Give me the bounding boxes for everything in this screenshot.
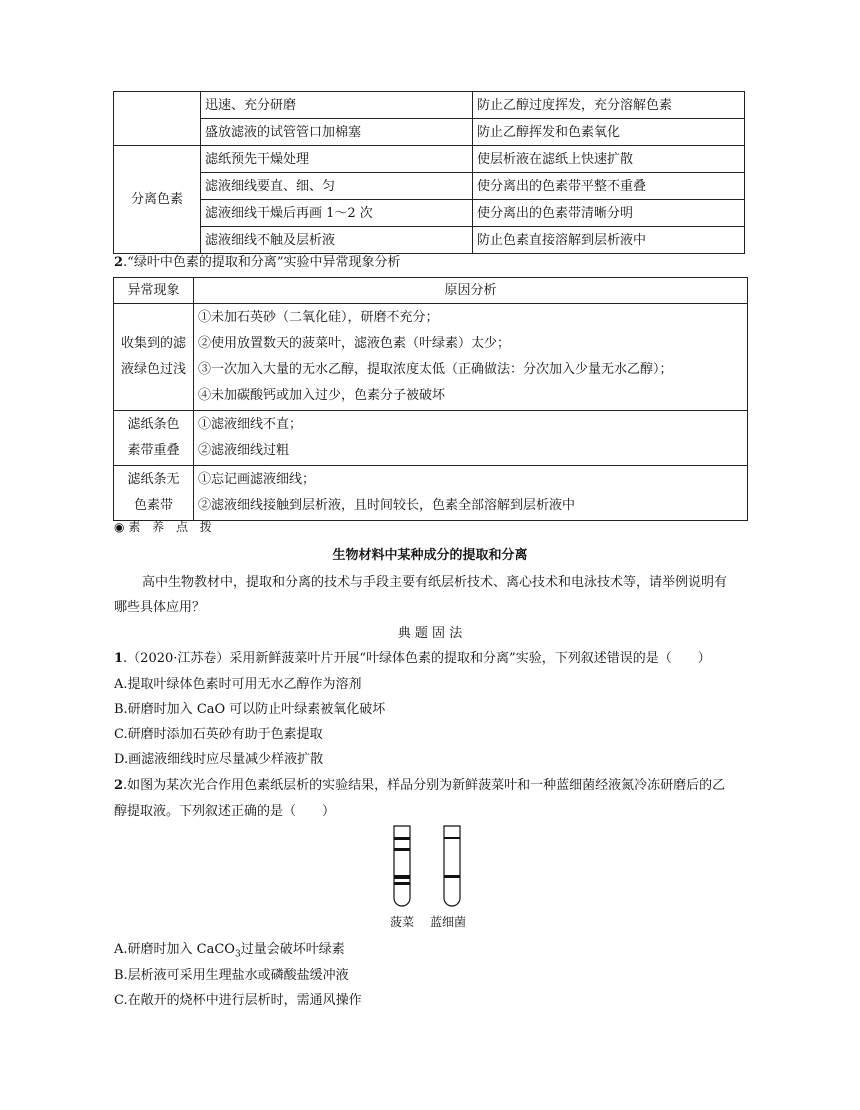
table-anomalies (113, 277, 748, 521)
table-row (114, 466, 748, 521)
table-header-row (114, 278, 748, 304)
spinach-tube (394, 826, 410, 906)
section-heading: 2.“绿叶中色素的提取和分离”实验中异常现象分析 (114, 255, 401, 270)
option-a: A.研磨时加入 CaCO$_3$过量会破坏叶绿素 (114, 942, 345, 960)
option-c: C.在敞开的烧杯中进行层析时，需通风操作 (114, 993, 362, 1008)
tip-heading: ◉ 素 养 点 拨 (114, 520, 216, 534)
table-row (114, 92, 745, 119)
pigment-band (444, 837, 460, 839)
table-row (114, 200, 745, 227)
pigment-band (444, 875, 460, 878)
cause-cell: ①未加石英砂（二氧化硅），研磨不充分； ②使用放置数天的菠菜叶，滤液色素（叶绿素）太少； ③一次加入大量的无水乙醇，提取浓度太低（正确做法：分次加入少量无水乙醇）； ④未加碳酸钙或加入过少，色素分子被破坏 (194, 304, 748, 411)
measure-cell: 滤液细线要直、细、匀 (201, 173, 473, 200)
group-label (114, 92, 201, 146)
pigment-band (394, 882, 410, 885)
topic-body: 高中生物教材中，提取和分离的技术与手段主要有纸层析技术、离心技术和电泳技术等，请举例说明有 (142, 575, 728, 590)
purpose-cell: 防止乙醇挥发和色素氧化 (473, 119, 745, 146)
option-c: C.研磨时添加石英砂有助于色素提取 (114, 727, 323, 742)
pigment-band (394, 837, 410, 840)
phenomenon-cell: 滤纸条无 色素带 (114, 466, 194, 521)
cause-cell: ①忘记画滤液细线； ②滤液细线接触到层析液，且时间较长，色素全部溶解到层析液中 (194, 466, 748, 521)
measure-cell: 滤液细线干燥后再画 1～2 次 (201, 200, 473, 227)
measure-cell: 盛放滤液的试管管口加棉塞 (201, 119, 473, 146)
pigment-band (394, 848, 410, 851)
purpose-cell: 使分离出的色素带清晰分明 (473, 200, 745, 227)
purpose-cell: 防止色素直接溶解到层析液中 (473, 227, 745, 254)
option-a: A.提取叶绿体色素时可用无水乙醇作为溶剂 (114, 677, 362, 692)
table-row (114, 227, 745, 254)
topic-body: 哪些具体应用？ (114, 600, 206, 615)
phenomenon-cell: 滤纸条色 素带重叠 (114, 411, 194, 466)
question-stem: 1.（2020·江苏卷）采用新鲜菠菜叶片开展“叶绿体色素的提取和分离”实验，下列叙述错误的是（ ） (114, 651, 711, 666)
practice-title: 典 题 固 法 (397, 626, 463, 641)
column-header: 原因分析 (194, 278, 748, 304)
measure-cell: 滤液细线不触及层析液 (201, 227, 473, 254)
purpose-cell: 防止乙醇过度挥发，充分溶解色素 (473, 92, 745, 119)
purpose-cell: 使分离出的色素带平整不重叠 (473, 173, 745, 200)
measure-cell: 迅速、充分研磨 (201, 92, 473, 119)
cause-cell: ①滤液细线不直； ②滤液细线过粗 (194, 411, 748, 466)
group-label: 分离色素 (114, 146, 201, 254)
table-row (114, 146, 745, 173)
pigment-band (394, 875, 410, 879)
option-d: D.画滤液细线时应尽量减少样液扩散 (114, 752, 324, 767)
topic-title: 生物材料中某种成分的提取和分离 (332, 548, 528, 563)
question-stem: 2.如图为某次光合作用色素纸层析的实验结果，样品分别为新鲜菠菜叶和一种蓝细菌经液氮冷冻研磨后的乙 (114, 778, 726, 793)
phenomenon-cell: 收集到的滤 液绿色过浅 (114, 304, 194, 411)
purpose-cell: 使层析液在滤纸上快速扩散 (473, 146, 745, 173)
table-measures (113, 91, 745, 254)
measure-cell: 滤纸预先干燥处理 (201, 146, 473, 173)
bullet-icon: ◉ (114, 520, 125, 534)
table-row (114, 119, 745, 146)
table-row (114, 304, 748, 411)
option-b: B.研磨时加入 CaO 可以防止叶绿素被氧化破坏 (114, 702, 386, 717)
question-stem: 醇提取液。下列叙述正确的是（ ） (114, 804, 336, 819)
cyanobacteria-tube (444, 826, 460, 906)
table-row (114, 173, 745, 200)
option-b: B.层析液可采用生理盐水或磷酸盐缓冲液 (114, 968, 349, 983)
table-row (114, 411, 748, 466)
tube-label-spinach: 菠菜 (390, 915, 415, 929)
tube-label-cyanobacteria: 蓝细菌 (430, 915, 467, 929)
column-header: 异常现象 (114, 278, 194, 304)
